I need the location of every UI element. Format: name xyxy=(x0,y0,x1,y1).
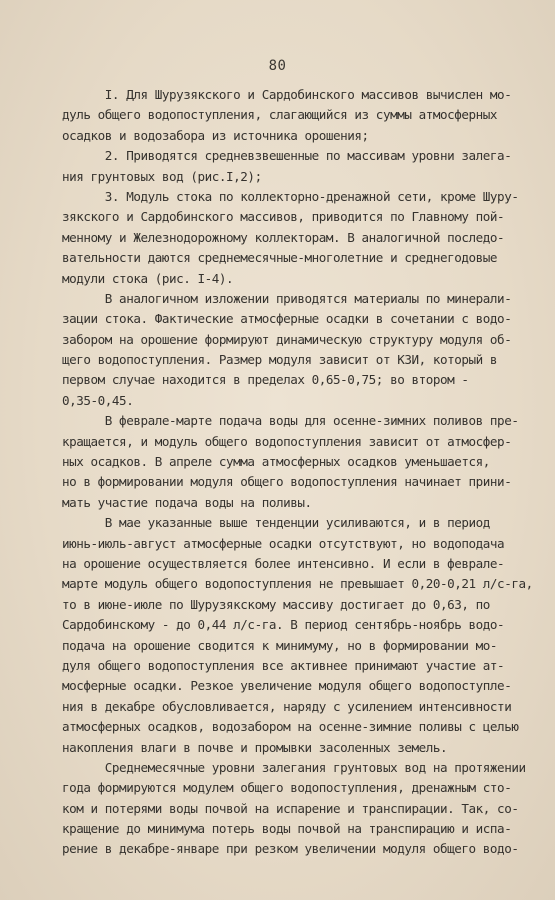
text-line: но в формировании модуля общего водопоступления начинает прини- xyxy=(62,474,512,490)
text-line: ния в декабре обусловливается, наряду с усилением интенсивности xyxy=(62,698,512,714)
text-line: 3. Модуль стока по коллекторно-дренажной сети, кроме Шуру- xyxy=(62,188,519,204)
text-line: подача на орошение сводится к минимуму, но в формировании мо- xyxy=(62,637,498,653)
text-line: менному и Железнодорожному коллекторам. В аналогичной последо- xyxy=(62,229,505,245)
text-line: кращение до минимума потерь воды почвой на транспирацию и испа- xyxy=(62,821,512,837)
text-line: кращается, и модуль общего водопоступления зависит от атмосфер- xyxy=(62,433,512,449)
text-line: ных осадков. В апреле сумма атмосферных осадков уменьшается, xyxy=(62,454,490,470)
text-line: первом случае находится в пределах 0,65-0,75; во втором - xyxy=(62,372,469,388)
text-line: ния грунтовых вод (рис.I,2); xyxy=(62,168,262,184)
text-line: Среднемесячные уровни залегания грунтовых вод на протяжении xyxy=(62,759,526,775)
text-line: мать участие подача воды на поливы. xyxy=(62,494,312,510)
text-line: ком и потерями воды почвой на испарение и транспирации. Так, со- xyxy=(62,800,519,816)
text-line: то в июне-июле по Шурузякскому массиву достигает до 0,63, по xyxy=(62,596,490,612)
text-line: В мае указанные выше тенденции усиливаются, и в период xyxy=(62,515,490,531)
text-line: июнь-июль-август атмосферные осадки отсутствуют, но водоподача xyxy=(62,535,505,551)
text-line: модули стока (рис. I-4). xyxy=(62,270,234,286)
text-line: года формируются модулем общего водопоступления, дренажным сто- xyxy=(62,780,512,796)
text-line: зякского и Сардобинского массивов, приводится по Главному пой- xyxy=(62,209,505,225)
body-text xyxy=(62,85,533,860)
text-line: осадков и водозабора из источника орошения; xyxy=(62,127,369,143)
text-line: атмосферных осадков, водозабором на осенне-зимние поливы с целью xyxy=(62,719,519,735)
text-line: щего водопоступления. Размер модуля зависит от КЗИ, который в xyxy=(62,352,498,368)
text-line: дуль общего водопоступления, слагающийся из суммы атмосферных xyxy=(62,107,498,123)
text-line: 2. Приводятся средневзвешенные по массивам уровни залега- xyxy=(62,148,512,164)
text-line: 0,35-0,45. xyxy=(62,392,134,408)
text-line: накопления влаги в почве и промывки засоленных земель. xyxy=(62,739,448,755)
text-line: мосферные осадки. Резкое увеличение модуля общего водопоступле- xyxy=(62,678,512,694)
text-line: Сардобинскому - до 0,44 л/с-га. В период сентябрь-ноябрь водо- xyxy=(62,617,505,633)
text-line: марте модуль общего водопоступления не превышает 0,20-0,21 л/с-га, xyxy=(62,576,533,592)
text-line: вательности даются среднемесячные-многолетние и среднегодовые xyxy=(62,250,498,266)
text-line: дуля общего водопоступления все активнее принимают участие ат- xyxy=(62,657,505,673)
text-line: зации стока. Фактические атмосферные осадки в сочетании с водо- xyxy=(62,311,512,327)
text-line: рение в декабре-январе при резком увеличении модуля общего водо- xyxy=(62,841,519,857)
text-line: В феврале-марте подача воды для осенне-зимних поливов пре- xyxy=(62,413,519,429)
text-line: забором на орошение формируют динамическую структуру модуля об- xyxy=(62,331,512,347)
text-line: В аналогичном изложении приводятся материалы по минерали- xyxy=(62,290,512,306)
text-line: I. Для Шурузякского и Сардобинского массивов вычислен мо- xyxy=(62,87,512,102)
text-line: на орошение осуществляется более интенсивно. И если в феврале- xyxy=(62,555,505,571)
page-number: 80 xyxy=(268,58,287,74)
